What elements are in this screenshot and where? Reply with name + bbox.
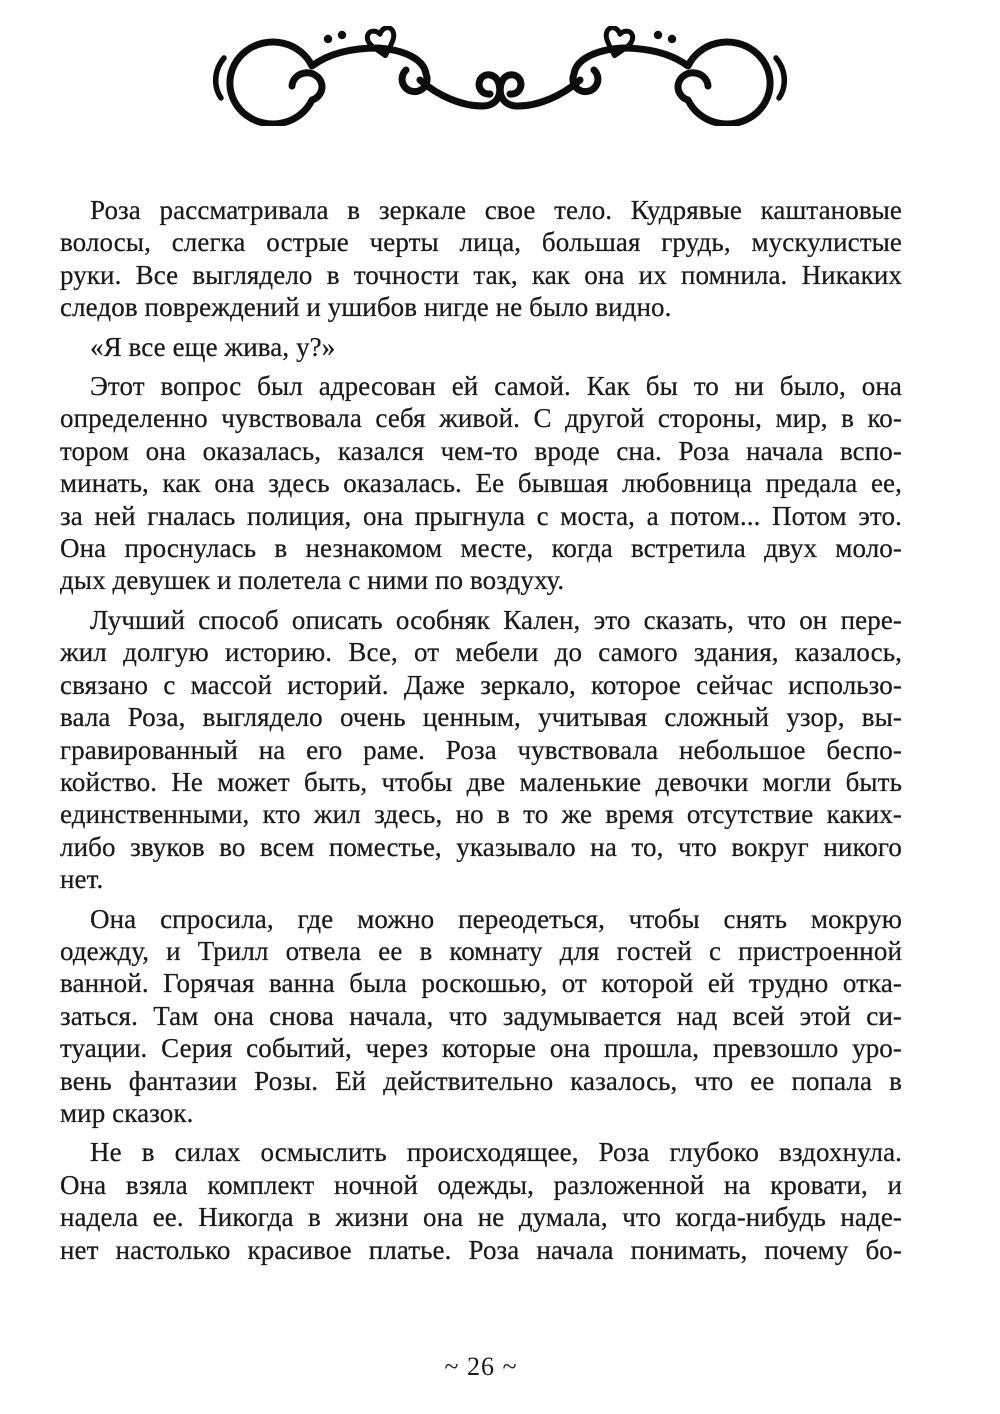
text-line: Лучший способ описать особняк Кален, это сказать, что он пере-: [90, 604, 902, 635]
paragraph: [60, 1136, 902, 1266]
text-line: Она спросила, где можно переодеться, чтобы снять мокрую: [90, 903, 902, 934]
text-line: нет.: [60, 864, 104, 895]
text-line: вень фантазии Розы. Ей действительно казалось, что ее попала в: [60, 1065, 902, 1096]
text-line: Она взяла комплект ночной одежды, разложенной на кровати, и: [60, 1169, 902, 1200]
text-line: Роза рассматривала в зеркале свое тело. Кудрявые каштановые: [90, 195, 902, 225]
page-footer: [60, 1352, 902, 1382]
text-line: связано с массой историй. Даже зеркало, которое сейчас использо-: [60, 669, 902, 700]
text-line: вала Роза, выглядело очень ценным, учитывая сложный узор, вы-: [60, 702, 902, 733]
text-line: мир сказок.: [60, 1097, 194, 1128]
text-line: единственными, кто жил здесь, но в то же время отсутствие каких-: [60, 799, 902, 830]
page-number: ~ 26 ~: [444, 1352, 518, 1381]
text-line: ванной. Горячая ванна была роскошью, от которой ей трудно отка-: [60, 968, 902, 999]
paragraph: [60, 370, 902, 597]
paragraph: [60, 194, 902, 324]
text-line: Не в силах осмыслить происходящее, Роза глубоко вздохнула.: [90, 1137, 902, 1168]
text-line: за ней гналась полиция, она прыгнула с моста, а потом... Потом это.: [60, 500, 902, 531]
paragraph: [60, 604, 902, 896]
text-line: койство. Не может быть, чтобы две маленькие девочки могли быть: [60, 766, 902, 797]
text-line: дых девушек и полетела с ними по воздуху.: [60, 565, 565, 596]
text-line: определенно чувствовала себя живой. С другой стороны, мир, в ко-: [60, 403, 902, 434]
text-line: Она проснулась в незнакомом месте, когда встретила двух моло-: [60, 533, 902, 564]
text-line: либо звуков во всем поместье, указывало на то, что вокруг никого: [60, 831, 902, 862]
text-line: заться. Там она снова начала, что задумывается над всей этой си-: [60, 1000, 902, 1031]
text-line: «Я все еще жива, у?»: [90, 331, 336, 362]
text-block: [60, 194, 902, 1266]
text-line: жил долгую историю. Все, от мебели до самого здания, казалось,: [60, 637, 902, 668]
text-line: одежду, и Трилл отвела ее в комнату для гостей с пристроенной: [60, 935, 902, 966]
text-line: минать, как она здесь оказалась. Ее бывшая любовница предала ее,: [60, 468, 902, 499]
paragraph: [60, 903, 902, 1130]
ornament-flourish: [210, 26, 790, 126]
text-line: надела ее. Никогда в жизни она не думала, что когда-нибудь наде-: [60, 1202, 902, 1233]
text-line: волосы, слегка острые черты лица, большая грудь, мускулистые: [60, 227, 902, 258]
text-line: руки. Все выглядело в точности так, как она их помнила. Никаких: [60, 259, 902, 290]
text-line: тором она оказалась, казался чем-то вроде сна. Роза начала вспо-: [60, 435, 902, 466]
text-line: нет настолько красивое платье. Роза начала понимать, почему бо-: [60, 1234, 902, 1265]
text-line: гравированный на его раме. Роза чувствовала небольшое беспо-: [60, 734, 902, 765]
text-line: следов повреждений и ушибов нигде не было видно.: [60, 292, 672, 323]
paragraph: [60, 331, 902, 363]
text-line: Этот вопрос был адресован ей самой. Как бы то ни было, она: [90, 371, 902, 402]
text-line: туации. Серия событий, через которые она прошла, превзошло уро-: [60, 1033, 902, 1064]
